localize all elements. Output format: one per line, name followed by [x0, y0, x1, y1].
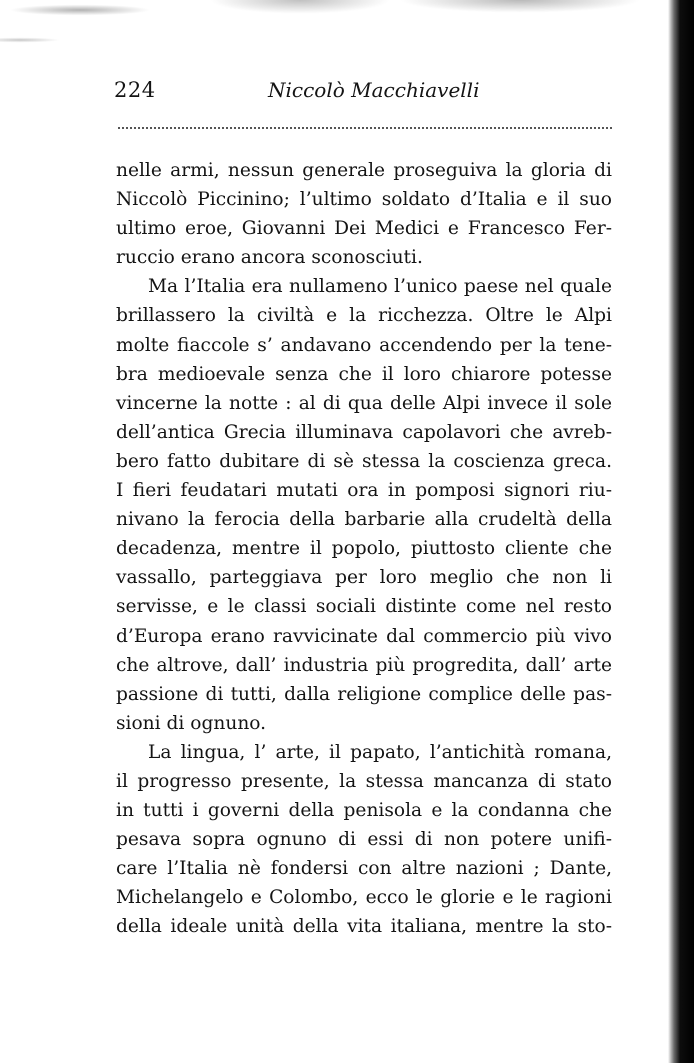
text-line: ruccio erano ancora sconosciuti. — [116, 247, 423, 269]
page-header — [114, 74, 612, 114]
text-line: brillassero la civiltà e la ricchezza. Oltre le Alpi — [116, 305, 612, 327]
text-line: nelle armi, nessun generale proseguiva la gloria di — [116, 160, 612, 181]
text-line: servisse, e le classi sociali distinte come nel resto — [116, 596, 612, 618]
text-line: bero fatto dubitare di sè stessa la coscienza greca. — [116, 450, 612, 472]
header-divider — [118, 127, 612, 129]
text-line: molte fiaccole s’ andavano accendendo per la tene- — [116, 334, 612, 356]
text-line: care l’Italia nè fondersi con altre nazioni ; Dante, — [116, 858, 612, 880]
text-line: Michelangelo e Colombo, ecco le glorie e le ragioni — [116, 887, 612, 909]
text-line: Niccolò Piccinino; l’ultimo soldato d’Italia e il suo — [116, 189, 612, 211]
text-line: nivano la ferocia della barbarie alla crudeltà della — [116, 509, 612, 531]
text-line: che altrove, dall’ industria più progredita, dall’ arte — [116, 654, 612, 676]
text-line: sioni di ognuno. — [116, 712, 267, 734]
text-line: I fieri feudatari mutati ora in pomposi signori riu- — [116, 480, 612, 502]
text-line: vassallo, parteggiava per loro meglio che non li — [116, 567, 612, 589]
text-line: pesava sopra ognuno di essi di non potere unifi- — [116, 829, 612, 851]
text-line: della ideale unità della vita italiana, mentre la sto- — [116, 916, 612, 938]
paragraph-start-line: Ma l’Italia era nullameno l’unico paese nel quale — [148, 276, 612, 298]
text-line: il progresso presente, la stessa mancanza di stato — [116, 770, 612, 792]
text-line: in tutti i governi della penisola e la condanna che — [116, 800, 612, 822]
page-number: 224 — [114, 78, 156, 102]
scan-edge-shadow-top — [0, 0, 660, 55]
text-line: passione di tutti, dalla religione complice delle pas- — [116, 683, 612, 705]
paragraph-start-line: La lingua, l’ arte, il papato, l’antichità romana, — [148, 741, 612, 763]
text-line: d’Europa erano ravvicinate dal commercio più vivo — [116, 625, 612, 647]
running-title: Niccolò Macchiavelli — [268, 78, 480, 102]
text-line: vincerne la notte : al di qua delle Alpi invece il sole — [116, 392, 612, 414]
scan-edge-shadow-right — [668, 0, 694, 1063]
body-text — [116, 156, 612, 942]
text-line: decadenza, mentre il popolo, piuttosto cliente che — [116, 538, 612, 560]
text-line: ultimo eroe, Giovanni Dei Medici e Francesco Fer- — [116, 218, 612, 240]
text-line: bra medioevale senza che il loro chiarore potesse — [116, 363, 612, 385]
text-line: dell’antica Grecia illuminava capolavori che avreb- — [116, 421, 612, 443]
